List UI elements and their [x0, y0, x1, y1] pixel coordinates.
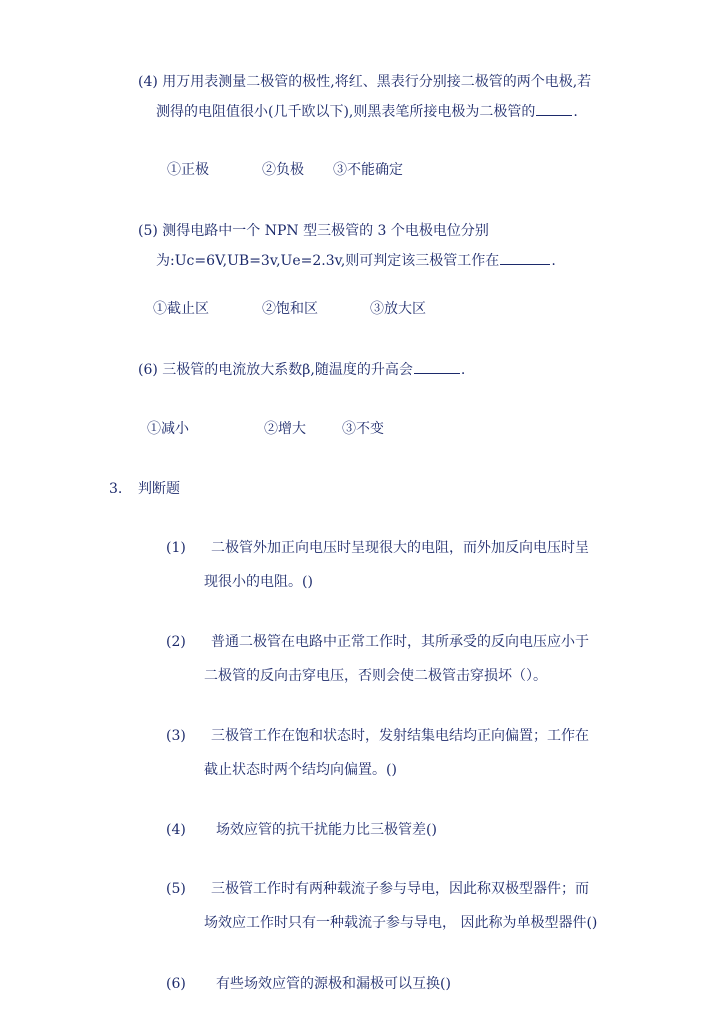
q4-end: . [573, 104, 578, 120]
q6-option-1: ①减小 [147, 421, 189, 437]
q6-option-2: ②增大 [264, 421, 306, 437]
q6-option-3: ③不变 [342, 421, 384, 437]
q5-option-2: ②饱和区 [262, 301, 318, 317]
q6-line1-text: (6) 三极管的电流放大系数β,随温度的升高会 [138, 362, 413, 378]
q4-line1: (4) 用万用表测量二极管的极性,将红、黑表行分别接二极管的两个电极,若 [138, 74, 592, 90]
judge-item-1-num: (1) [166, 540, 186, 556]
judge-item-6-line1: 有些场效应管的源极和漏极可以互换() [216, 976, 451, 992]
judge-item-5-num: (5) [166, 881, 186, 897]
q5-option-3: ③放大区 [370, 301, 426, 317]
q4-line2-text: 测得的电阻值很小(几千欧以下),则黑表笔所接电极为二极管的 [156, 104, 536, 120]
q4-line2 [156, 101, 578, 122]
q4-option-2: ②负极 [262, 162, 304, 178]
judge-item-5-line2: 场效应工作时只有一种载流子参与导电， 因此称为单极型器件() [204, 915, 598, 931]
judge-item-1-line2: 现很小的电阻。() [204, 574, 313, 590]
q5-line2-text: 为:Uc=6V,UB=3v,Ue=2.3v,则可判定该三极管工作在 [156, 253, 500, 269]
q5-answer-blank [500, 250, 550, 265]
judge-item-3-line1: 三极管工作在饱和状态时，发射结集电结均正向偏置；工作在 [211, 728, 589, 744]
q6-answer-blank [414, 359, 460, 374]
judge-item-3-line2: 截止状态时两个结均向偏置。() [204, 762, 397, 778]
q6-line1 [138, 359, 465, 380]
section3-title: 判断题 [138, 481, 180, 497]
section3-number: 3. [109, 481, 123, 497]
judge-item-5-line1: 三极管工作时有两种载流子参与导电，因此称双极型器件；而 [211, 881, 589, 897]
q5-line1: (5) 测得电路中一个 NPN 型三极管的 3 个电极电位分别 [138, 223, 489, 239]
judge-item-2-num: (2) [166, 634, 186, 650]
q4-option-3: ③不能确定 [333, 162, 403, 178]
judge-item-1-line1: 二极管外加正向电压时呈现很大的电阻，而外加反向电压时呈 [211, 540, 589, 556]
judge-item-4-num: (4) [166, 822, 186, 838]
q4-answer-blank [536, 101, 572, 116]
judge-item-3-num: (3) [166, 728, 186, 744]
q6-end: . [460, 362, 466, 378]
judge-item-2-line2: 二极管的反向击穿电压，否则会使二极管击穿损坏（）。 [204, 668, 547, 684]
q5-option-1: ①截止区 [153, 301, 209, 317]
judge-item-2-line1: 普通二极管在电路中正常工作时，其所承受的反向电压应小于 [211, 634, 589, 650]
q4-option-1: ①正极 [167, 162, 209, 178]
q5-end: . [551, 253, 556, 269]
judge-item-4-line1: 场效应管的抗干扰能力比三极管差() [216, 822, 437, 838]
judge-item-6-num: (6) [166, 976, 186, 992]
q5-line2 [156, 250, 556, 271]
